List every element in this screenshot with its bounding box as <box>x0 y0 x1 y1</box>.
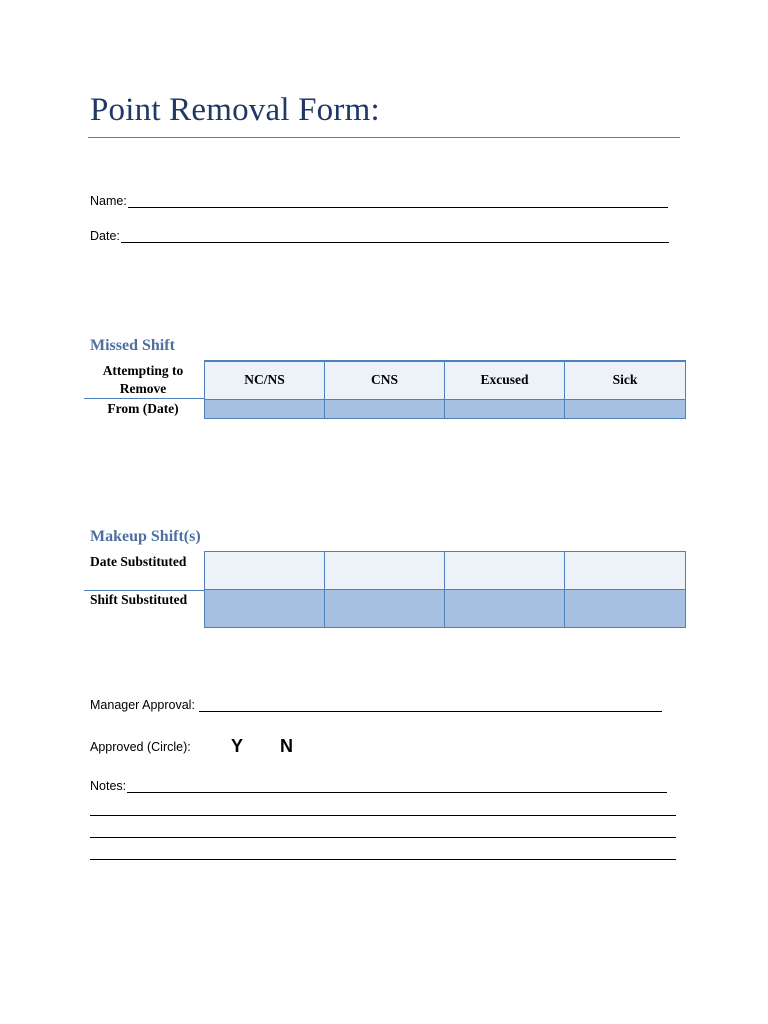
sick-date-cell[interactable] <box>565 399 686 418</box>
approved-field <box>90 740 191 754</box>
missed-shift-heading: Missed Shift <box>90 337 175 354</box>
notes-label: Notes: <box>90 779 127 793</box>
date-substituted-cell[interactable] <box>325 552 445 590</box>
date-substituted-cell[interactable] <box>565 552 686 590</box>
notes-line-1[interactable] <box>127 780 667 793</box>
date-field <box>90 229 669 243</box>
col-header-excused: Excused <box>445 361 565 399</box>
manager-approval-field <box>90 698 662 712</box>
date-substituted-cell[interactable] <box>205 552 325 590</box>
shift-substituted-cell[interactable] <box>205 590 325 628</box>
date-substituted-label: Date Substituted <box>90 554 187 569</box>
approved-circle-label: Approved (Circle): <box>90 740 191 754</box>
shift-substituted-label: Shift Substituted <box>90 592 188 607</box>
makeup-shift-heading: Makeup Shift(s) <box>90 528 201 545</box>
shift-substituted-cell[interactable] <box>445 590 565 628</box>
form-title: Point Removal Form: <box>90 92 380 128</box>
name-label: Name: <box>90 194 127 208</box>
shift-substituted-cell[interactable] <box>565 590 686 628</box>
name-field <box>90 194 668 208</box>
col-header-cns: CNS <box>325 361 445 399</box>
excused-date-cell[interactable] <box>445 399 565 418</box>
approved-yes-option[interactable]: Y <box>231 736 244 756</box>
notes-line-4[interactable] <box>90 859 676 860</box>
approved-no-option[interactable]: N <box>280 736 293 756</box>
notes-line-3[interactable] <box>90 837 676 838</box>
date-input-line[interactable] <box>121 230 669 243</box>
missed-shift-table <box>204 360 686 419</box>
manager-approval-label: Manager Approval: <box>90 698 195 712</box>
col-header-ncns: NC/NS <box>205 361 325 399</box>
missed-shift-divider <box>84 398 204 399</box>
makeup-shift-table <box>204 551 686 628</box>
notes-line-2[interactable] <box>90 815 676 816</box>
col-header-sick: Sick <box>565 361 686 399</box>
date-label: Date: <box>90 229 120 243</box>
from-date-label: From (Date) <box>107 401 179 416</box>
date-substituted-cell[interactable] <box>445 552 565 590</box>
ncns-date-cell[interactable] <box>205 399 325 418</box>
title-underline <box>88 137 680 138</box>
shift-substituted-cell[interactable] <box>325 590 445 628</box>
name-input-line[interactable] <box>128 195 668 208</box>
manager-approval-line[interactable] <box>199 699 662 712</box>
cns-date-cell[interactable] <box>325 399 445 418</box>
attempting-to-remove-label: Attempting to Remove <box>102 363 184 396</box>
notes-field <box>90 779 667 793</box>
